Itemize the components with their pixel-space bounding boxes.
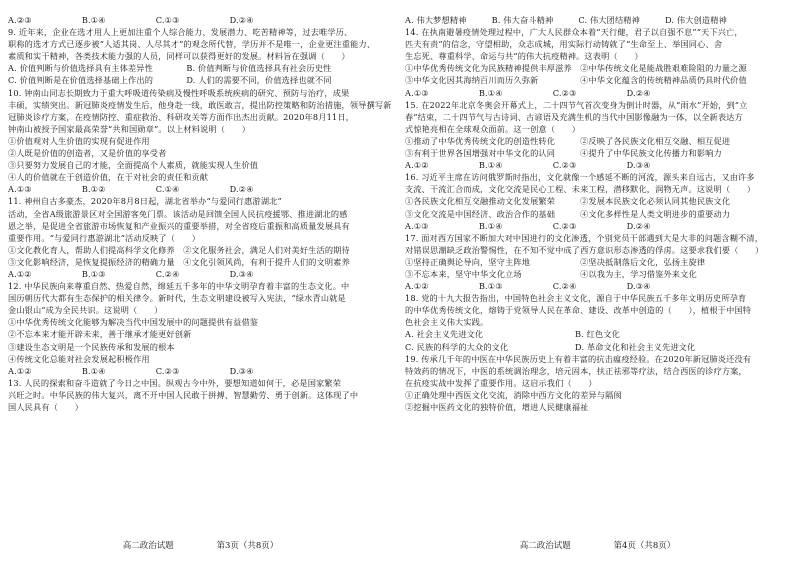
text-line: 兴旺之时。中华民族的伟大复兴，离不开中国人民敢于拼搏、智慧勤劳、勇于创新。这体现了中 bbox=[8, 389, 359, 400]
text-line: 色社会主义伟大实践。 bbox=[405, 317, 489, 328]
text-line: ③建设生态文明是一个民族传承和发展的根本 bbox=[8, 341, 175, 352]
text-line: 对错误思潮缺乏政治警惕性，在不知不觉中成了西方意识形态渗透的俘虏。这要求我们要（ ） bbox=[405, 244, 764, 255]
text-line: ④传统文化总能对社会发展起积极作用 bbox=[8, 353, 150, 364]
footer-title: 高二政治试题 bbox=[519, 541, 571, 551]
text-line: 钟南山被授予国家最高荣誉“共和国勋章”。以上材料说明（ ） bbox=[8, 123, 251, 134]
page-right bbox=[405, 0, 790, 561]
text-line: 19. 传承几千年的中医在中华民族历史上有着丰富的抗击瘟疫经验。在2020年新冠肺炎还没有 bbox=[405, 353, 752, 364]
text-line: ①坚持正确舆论导向，坚守主阵地 ②坚决抵制落后文化，弘扬主旋律 bbox=[405, 256, 706, 267]
text-line: 9. 近年来，企业在选才用人上更加注重个人综合能力、发展潜力、吃苦精神等，过去唯学历、 bbox=[8, 27, 353, 38]
text-line: 匹夫有责”的信念，守望相助，众志成城，用实际行动铸就了“生命至上、举国同心、舍 bbox=[405, 39, 723, 50]
text-line: 特效药的情况下，中医的系统调治理念，培元固本，扶正祛邪等疗法，结合西医的诊疗方案， bbox=[405, 365, 747, 376]
footer-page-number: 第4页（共8页） bbox=[613, 541, 676, 551]
text-line: 活动，全省A级旅游景区对全国游客免门票。该活动是回馈全国人民抗疫援鄂、推进湖北的感 bbox=[8, 208, 348, 219]
text-line: 16. 习近平主席在访问俄罗斯时指出，文化就像一个感延不断的河流，源头来自远古，又由许多 bbox=[405, 172, 755, 183]
text-line: ①文化教化育人，帮助人们提高科学文化修养 ②文化服务社会，满足人们对美好生活的期待 bbox=[8, 244, 350, 255]
text-line: ③文化交流是中国经济、政治合作的基础 ④文化多样性是人类文明进步的重要动力 bbox=[405, 208, 731, 219]
text-line: A. 价值判断与价值选择具有主体差异性 B. 价值判断与价值选择具有社会历史性 bbox=[8, 63, 332, 74]
text-line: ①中华优秀传统文化能够为解决当代中国发展中的问题提供有益借鉴 bbox=[8, 317, 259, 328]
page-left-content bbox=[8, 14, 393, 529]
text-line: 春”结束，二十四节气与古诗词、古谚语及充满生机的当代中国影像融为一体，以全新表达方 bbox=[405, 111, 743, 122]
text-line: 国人民具有（ ） bbox=[8, 402, 84, 412]
text-line: 12. 中华民族向来尊重自然、热爱自然，绵延五千多年的中华文明孕育着丰富的生态文化。中 bbox=[8, 281, 350, 292]
text-line: A. 社会主义先进文化 B. 红色文化 bbox=[405, 329, 621, 340]
text-line: ①各民族文化相互交融推动文化发展繁荣 ②发展本民族文化必须认同其他民族文化 bbox=[405, 196, 731, 207]
text-line: ②人既是价值的创造者，又是价值的享受者 bbox=[8, 148, 167, 159]
text-line: 18. 党的十九大报告指出，中国特色社会主义文化，源自于中华民族五千多年文明历史所孕育 bbox=[405, 293, 747, 304]
text-line: ①推动了中华优秀传统文化的创造性转化 ②反映了各民族文化相互交融、相互促进 bbox=[405, 135, 731, 146]
text-line: ④人的价值就在于创造价值，在于对社会的责任和贡献 bbox=[8, 172, 209, 183]
text-line: ③中华文化因其海纳百川而历久弥新 ④中华文化蕴含的传统精神品质仍具时代价值 bbox=[405, 75, 747, 86]
page-left-footer bbox=[8, 539, 393, 551]
text-line: A. 伟大梦想精神 B. 伟大奋斗精神 C. 伟大团结精神 D. 伟大创造精神 bbox=[405, 15, 727, 25]
text-line: 式惊艳亮相在全球观众面前。这一创意（ ） bbox=[405, 123, 581, 134]
text-line: 丰硕，实绩突出。新冠肺炎疫情发生后，他身赴一线，敢医敢言，提出防控策略和防治措施，领导撰写新 bbox=[8, 99, 392, 110]
page-left bbox=[8, 0, 393, 561]
text-line: 素质和实干精神，各类技术能力强的人员，同样可以获得更好的发展。材料旨在强调（ ） bbox=[8, 51, 350, 62]
text-line: 职称的选才方式已逐步被“人适其岗、人尽其才”的观念所代替，学历并不是唯一，企业更注重能力、 bbox=[8, 39, 376, 50]
text-line: 在抗疫实战中发挥了重要作用。这启示我们（ ） bbox=[405, 377, 597, 388]
text-line: A.①② B.①③ C.②④ D.③④ bbox=[8, 268, 254, 279]
text-line: A.①③ B.①② C.①④ D.②④ bbox=[8, 184, 254, 195]
text-line: 10. 钟南山同志长期致力于重大呼吸道传染病及慢性呼吸系统疾病的研究、预防与治疗，成果 bbox=[8, 87, 350, 98]
text-line: ③只要努力发展自己的才能，全面提高个人素质，就能实现人生价值 bbox=[8, 160, 259, 171]
footer-title: 高二政治试题 bbox=[122, 541, 174, 551]
text-line: 重要作用。“与爱同行惠游湖北”活动反映了（ ） bbox=[8, 232, 201, 243]
text-line: A.②③ B.①④ C.①③ D.②④ bbox=[8, 15, 254, 25]
text-line: 国历朝历代大都有生态保护的相关律令。新时代，生态文明建设被写入宪法，“绿水青山就是 bbox=[8, 293, 346, 304]
text-line: ②不忘本来才能开辟未来，善于继承才能更好创新 bbox=[8, 329, 192, 340]
text-line: A.①② B.①③ C.②④ D.③④ bbox=[405, 281, 651, 292]
text-line: A.①③ B.①④ C.②③ D.②④ bbox=[405, 87, 651, 98]
text-line: 11. 神州自古多豪杰，2020年8月8日起，湖北省举办“与爱同行惠游湖北” bbox=[8, 196, 282, 207]
text-line: 13. 人民的探索和奋斗造就了今日之中国。纵观古今中外，要想知道如何干，必是国家繁荣 bbox=[8, 377, 342, 388]
footer-page-number: 第3页（共8页） bbox=[216, 541, 279, 551]
text-line: 的中华优秀传统文化，熔铸于党领导人民在革命、建设、改革中创造的（ ），植根于中国特 bbox=[405, 305, 752, 316]
text-line: 生忘死、尊重科学、命运与共”的伟大抗疫精神。这表明（ ） bbox=[405, 51, 643, 62]
text-line: ③不忘本来，坚守中华文化立场 ④以我为主，学习借鉴外来文化 bbox=[405, 268, 697, 279]
text-line: 金山银山”成为全民共识。这说明（ ） bbox=[8, 305, 163, 316]
text-line: C. 民族的科学的大众的文化 D. 革命文化和社会主义先进文化 bbox=[405, 341, 696, 352]
text-line: A.①③ B.①④ C.②③ D.②④ bbox=[405, 220, 651, 231]
text-line: 15. 在2022年北京冬奥会开幕式上，二十四节气首次变身为倒计时器，从“雨水”开始，到“立 bbox=[405, 99, 748, 110]
page-right-footer bbox=[405, 539, 790, 551]
text-line: A.①② B.①④ C.②③ D.③④ bbox=[8, 365, 254, 376]
text-line: 冠肺炎诊疗方案，在疫情防控、重症救治、科研攻关等方面作出杰出贡献。2020年8月11日， bbox=[8, 111, 355, 122]
text-line: C. 价值判断是在价值选择基础上作出的 D. 人们的需要不同，价值选择也就不同 bbox=[8, 75, 332, 86]
text-line: 14. 在执南避暑疫情处理过程中，广大人民群众本着“天行健，君子以自强不息”“天下兴亡， bbox=[405, 27, 743, 38]
text-line: A.①② B.①④ C.②③ D.③④ bbox=[405, 160, 651, 171]
text-line: 支流、干流汇合而成，文化交流是民心工程、未来工程，潜移默化，润物无声。这说明（ ） bbox=[405, 184, 756, 195]
text-line: ③有利于世界各国增强对中华文化的认同 ④提升了中华民族文化传播力和影响力 bbox=[405, 148, 722, 159]
text-line: 17. 面对西方国家不断加大对中国进行的文化渗透，个别党员干部遇到大是大非的问题含糊不清， bbox=[405, 232, 764, 243]
text-line: 恩之举，是促进全省旅游市场恢复和产业振兴的重要举措，对全省疫后重振和高质量发展具有 bbox=[8, 220, 350, 231]
text-line: ①价值观对人生价值的实现有促进作用 bbox=[8, 135, 150, 146]
text-line: ③文化影响经济，是恢复提振经济的精确力量 ④文化引领风尚，有利于提升人们的文明素养 bbox=[8, 256, 350, 267]
text-line: ①正确处理中西医文化交流，消除中西方文化的差异与隔阂 bbox=[405, 389, 622, 400]
text-line: ②挖掘中医药文化的独特价值，增进人民健康福祉 bbox=[405, 402, 589, 412]
page-right-content bbox=[405, 14, 790, 529]
text-line: ①中华优秀传统文化为民族精神提供丰厚滋养 ②中华传统文化是能战胜艰难险阻的力量之源 bbox=[405, 63, 747, 74]
